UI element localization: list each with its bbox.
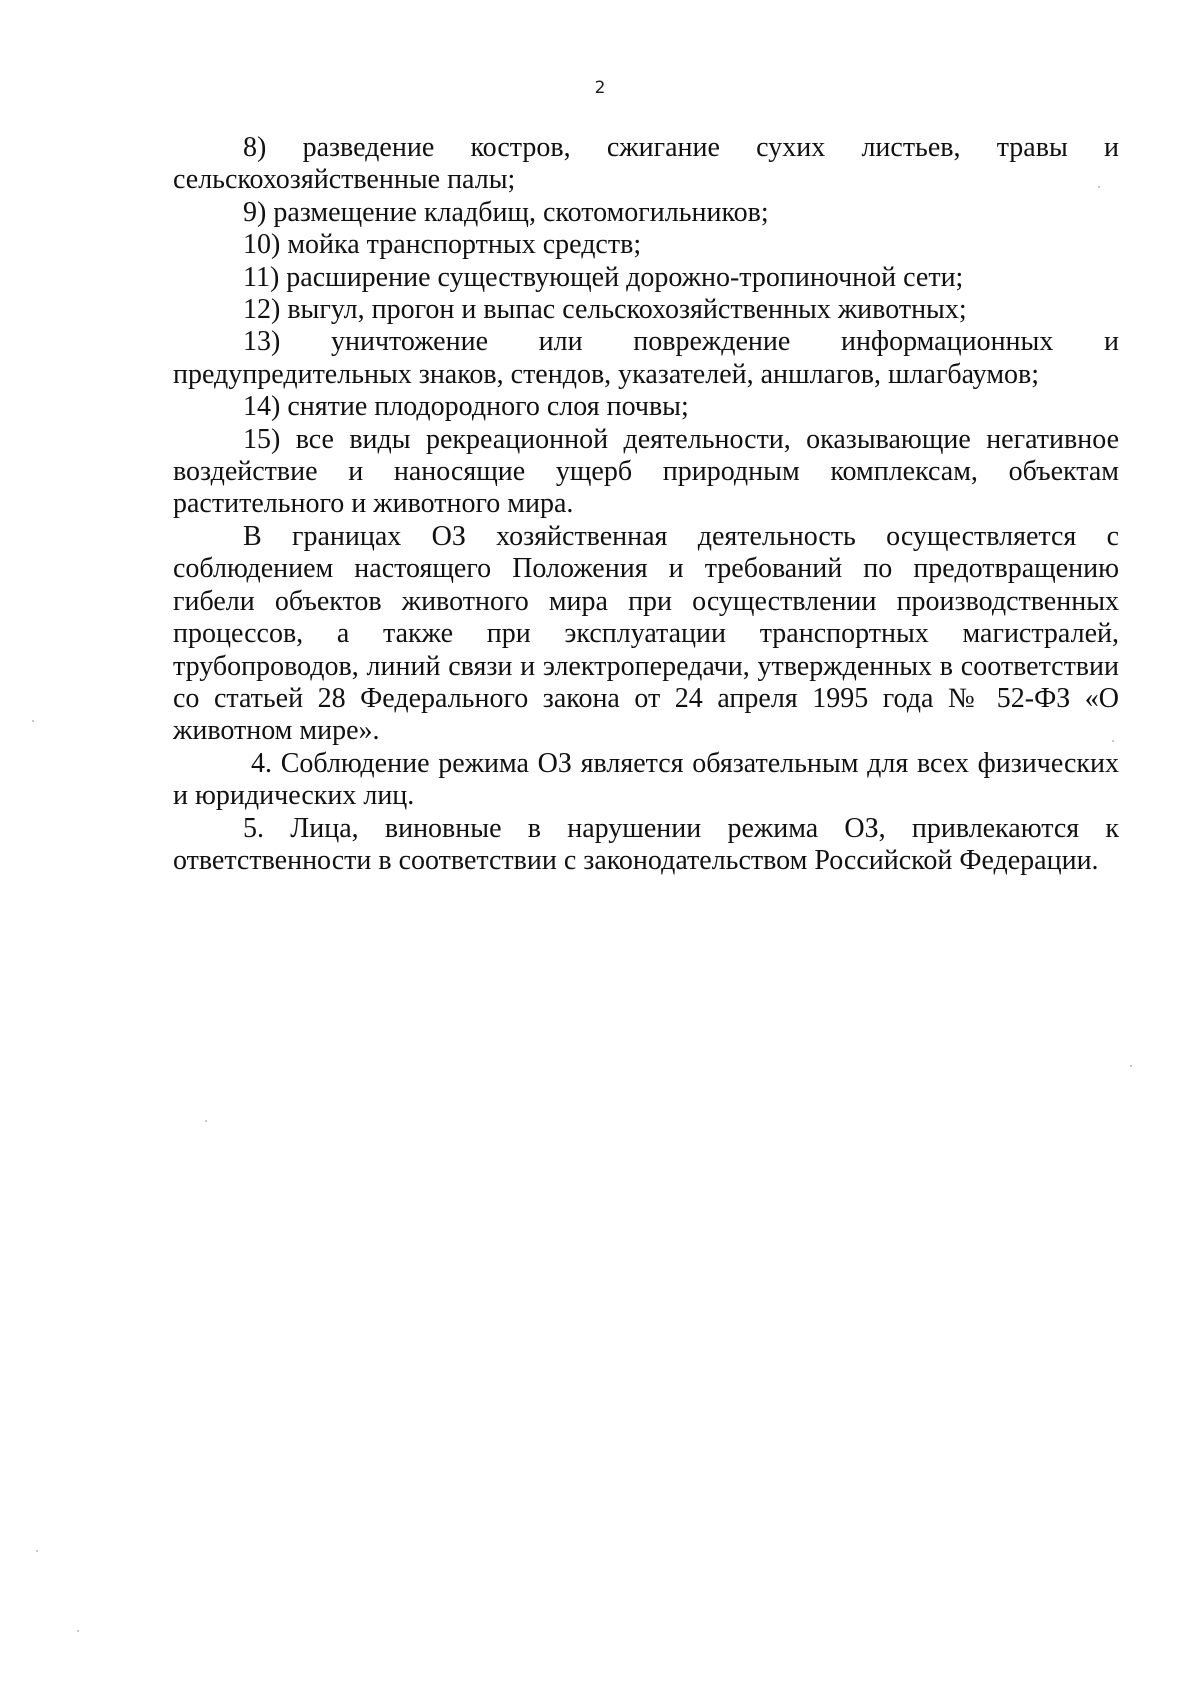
scan-speck <box>77 1630 79 1632</box>
list-item-13: 13) уничтожение или повреждение информационных и предупредительных знаков, стендов, указателей, аншлагов, шлагбаумов; <box>173 326 1119 390</box>
list-item-8: 8) разведение костров, сжигание сухих листьев, травы и сельскохозяйственные палы; <box>173 132 1119 196</box>
list-item-11: 11) расширение существующей дорожно-тропиночной сети; <box>243 261 964 293</box>
document-body <box>173 132 1119 877</box>
scan-speck <box>205 1120 207 1122</box>
scan-speck <box>1112 740 1114 742</box>
section-5-paragraph: 5. Лица, виновные в нарушении режима ОЗ, привлекаются к ответственности в соответствии с законодательством Российской Федерации. <box>173 812 1119 876</box>
scan-speck <box>32 720 34 722</box>
economic-activity-paragraph: В границах ОЗ хозяйственная деятельность осуществляется с соблюдением настоящего Положения и требований по предотвращению гибели объектов животного мира при осуществлении производственных процессов, а также при эксплуатации транспортных магистралей, трубопроводов, линий связи и электропередачи, утвержденных в соответствии со статьей 28 Федерального закона от 24 апреля 1995 года № 52-ФЗ «О животном мире». <box>173 520 1119 747</box>
list-item-14: 14) снятие плодородного слоя почвы; <box>243 391 689 423</box>
scan-speck <box>1098 186 1100 188</box>
scan-speck <box>1130 1065 1132 1067</box>
list-item-10: 10) мойка транспортных средств; <box>243 229 642 261</box>
list-item-9: 9) размещение кладбищ, скотомогильников; <box>243 196 769 228</box>
page-number: 2 <box>594 78 606 98</box>
list-item-12: 12) выгул, прогон и выпас сельскохозяйственных животных; <box>243 294 967 326</box>
list-item-15: 15) все виды рекреационной деятельности, оказывающие негативное воздействие и наносящие ущерб природным комплексам, объектам растительного и животного мира. <box>173 423 1119 520</box>
section-4-paragraph: 4. Соблюдение режима ОЗ является обязательным для всех физических и юридических лиц. <box>173 747 1119 812</box>
scan-speck <box>36 1550 38 1552</box>
